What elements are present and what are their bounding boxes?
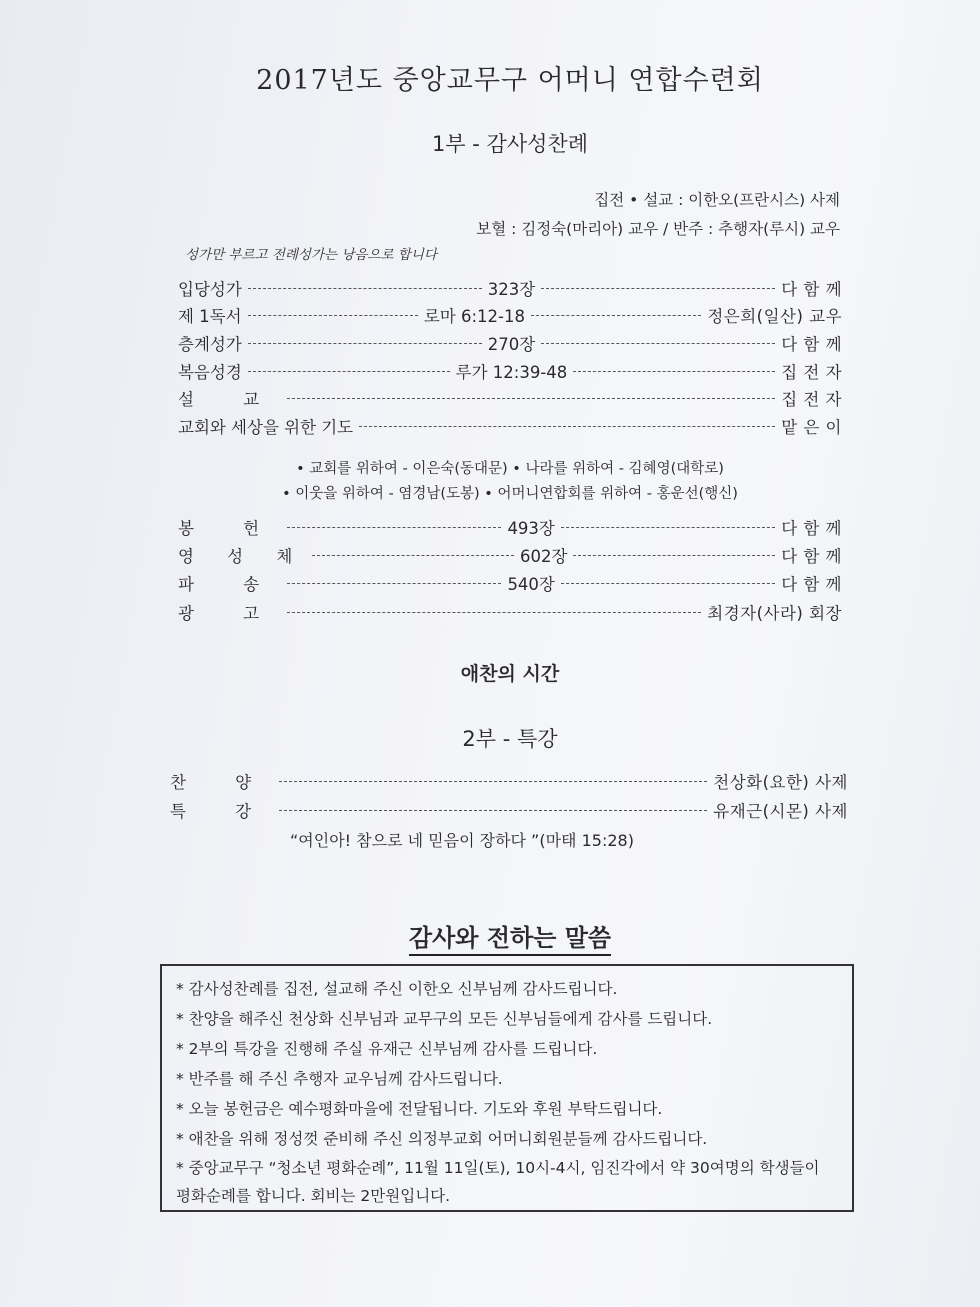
row-reference: 602장 (520, 547, 568, 566)
thanks-item: * 찬양을 해주신 천상화 신부님과 교무구의 모든 신부님들에게 감사를 드립니다. (176, 1010, 713, 1028)
row-label: 제 1독서 (178, 307, 242, 326)
prayer-line: • 교회를 위하여 - 이은숙(동대문) • 나라를 위하여 - 김혜영(대학로) (296, 461, 724, 477)
row-label: 입당성가 (178, 280, 242, 299)
row-person: 맡 은 이 (781, 418, 842, 437)
celebrant-line: 집전 • 설교 : 이한오(프란시스) 사제 (594, 191, 840, 209)
dotted-leader (359, 426, 775, 428)
row-reference: 493장 (507, 519, 555, 538)
thanks-item: * 애찬을 위해 정성껏 준비해 주신 의정부교회 어머니회원분들께 감사드립니다. (176, 1130, 708, 1148)
dotted-leader (248, 343, 482, 345)
thanks-item: * 중앙교무구 “청소년 평화순례”, 11월 11일(토), 10시-4시, 임진각에서 약 30여명의 학생들이 평화순례를 합니다. 회비는 2만원입니다. (176, 1159, 820, 1205)
thanks-item: * 감사성찬례를 집전, 설교해 주신 이한오 신부님께 감사드립니다. (176, 980, 618, 998)
service-row (178, 275, 842, 301)
service-row (178, 542, 842, 568)
service-row (178, 514, 842, 540)
dotted-leader (561, 583, 775, 585)
row-reference: 로마 6:12-18 (423, 307, 525, 326)
service-row (178, 599, 842, 625)
row-person: 천상화(요한) 사제 (713, 773, 848, 792)
row-label: 설 교 (178, 390, 282, 409)
dotted-leader (279, 781, 707, 783)
dotted-leader (541, 288, 775, 290)
service-row (178, 358, 842, 384)
service-row (178, 385, 842, 411)
dotted-leader (287, 583, 501, 585)
row-person: 집 전 자 (781, 390, 842, 409)
dotted-leader (312, 555, 514, 557)
row-person: 다 함 께 (781, 519, 842, 538)
row-label: 교회와 세상을 위한 기도 (178, 418, 354, 437)
prayer-line: • 이웃을 위하여 - 염경남(도봉) • 어머니연합회를 위하여 - 홍운선(행신) (282, 486, 738, 502)
row-person: 다 함 께 (781, 280, 843, 299)
row-label: 찬 양 (170, 773, 274, 792)
row-reference: 540장 (507, 575, 555, 594)
service-row (178, 570, 842, 596)
dotted-leader (573, 371, 775, 373)
row-reference: 270장 (487, 335, 536, 354)
row-person: 유재근(시몬) 사제 (713, 802, 848, 821)
dotted-leader (287, 527, 501, 529)
part2-heading: 2부 - 특강 (462, 727, 558, 751)
row-label: 층계성가 (178, 335, 242, 354)
row-label: 파 송 (178, 575, 282, 594)
row-label: 특 강 (170, 802, 274, 821)
row-label: 광 고 (178, 604, 282, 623)
thanks-item: * 반주를 해 주신 추행자 교우님께 감사드립니다. (176, 1070, 503, 1088)
service-row (170, 768, 848, 794)
dotted-leader (541, 343, 775, 345)
row-person: 최경자(사라) 회장 (707, 604, 842, 623)
thanks-heading (0, 918, 980, 953)
dotted-leader (248, 371, 450, 373)
service-row (178, 302, 842, 328)
row-label: 영 성 체 (178, 547, 307, 566)
dotted-leader (287, 398, 775, 400)
service-row (170, 797, 848, 823)
thanks-item: * 2부의 특강을 진행해 주실 유재근 신부님께 감사를 드립니다. (176, 1040, 598, 1058)
thanks-box (160, 964, 854, 1212)
dotted-leader (248, 315, 418, 317)
thanks-heading-text: 감사와 전하는 말씀 (409, 924, 611, 956)
row-person: 집 전 자 (781, 363, 843, 382)
service-row (178, 413, 842, 439)
dotted-leader (287, 612, 701, 614)
scripture-quote: “여인아! 참으로 네 믿음이 장하다 ”(마태 15:28) (290, 831, 634, 850)
assistants-line: 보혈 : 김정숙(마리아) 교우 / 반주 : 추행자(루시) 교우 (476, 220, 840, 238)
document-title: 2017년도 중앙교무구 어머니 연합수련회 (256, 65, 764, 96)
dotted-leader (561, 527, 775, 529)
dotted-leader (573, 555, 775, 557)
row-person: 다 함 께 (781, 575, 842, 594)
singing-note: 성가만 부르고 전례성가는 낭음으로 합니다 (185, 247, 437, 263)
row-label: 복음성경 (178, 363, 242, 382)
row-person: 다 함 께 (781, 335, 843, 354)
row-label: 봉 헌 (178, 519, 282, 538)
part1-heading: 1부 - 감사성찬례 (431, 132, 588, 156)
dotted-leader (248, 288, 482, 290)
thanks-item: * 오늘 봉헌금은 예수평화마을에 전달됩니다. 기도와 후원 부탁드립니다. (176, 1100, 663, 1118)
dotted-leader (279, 810, 707, 812)
row-reference: 루가 12:39-48 (455, 363, 568, 382)
row-person: 정은희(일산) 교우 (707, 307, 843, 326)
interlude-heading: 애찬의 시간 (460, 663, 560, 685)
row-reference: 323장 (487, 280, 536, 299)
service-row (178, 330, 842, 356)
row-person: 다 함 께 (781, 547, 842, 566)
dotted-leader (531, 315, 701, 317)
